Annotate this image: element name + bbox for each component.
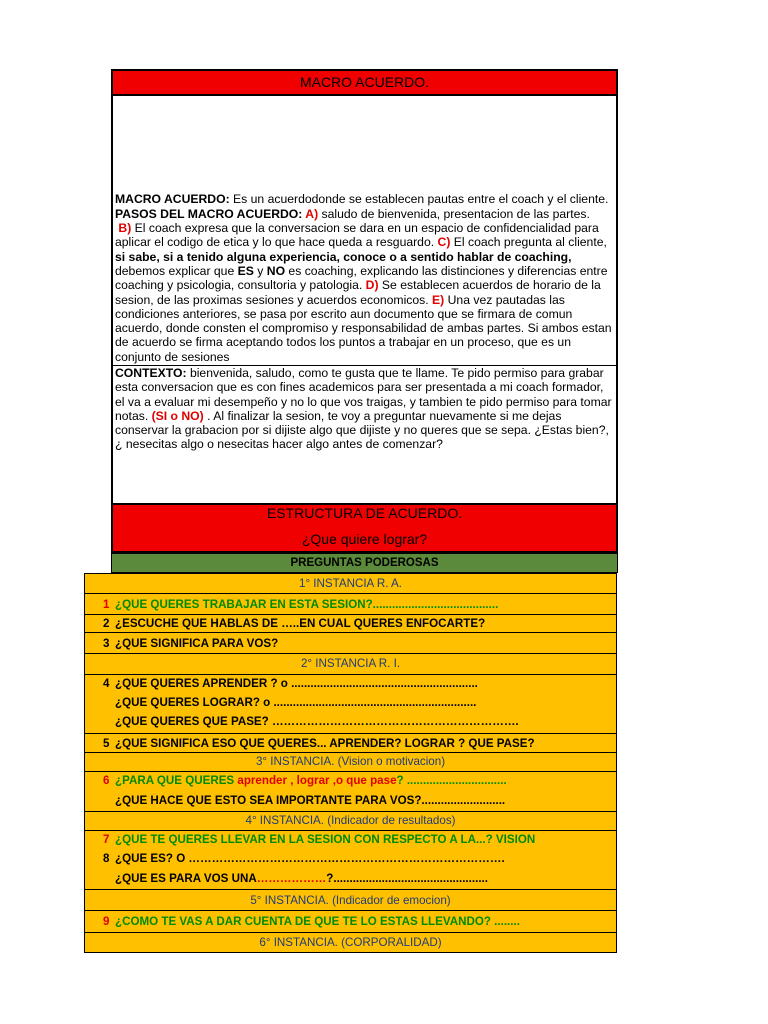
contexto-text xyxy=(111,366,618,505)
estructura-subtitle: ¿Que quiere lograr? xyxy=(301,531,428,547)
instancia-5-header: 5° INSTANCIA. (Indicador de emocion) xyxy=(84,890,617,911)
question-row-6: 6 ¿PARA QUE QUERES aprender , lograr ,o que pase? ............................... ¿QUE HACE QUE ESTO SEA IMPORTANTE PARA VOS?.......................... xyxy=(84,772,617,812)
question-row-5: 5 ¿QUE SIGNIFICA ESO QUE QUERES... APRENDER? LOGRAR ? QUE PASE? xyxy=(84,733,617,753)
macro-acuerdo-text xyxy=(111,96,618,366)
question-row-9: 9 ¿COMO TE VAS A DAR CUENTA DE QUE TE LO ESTAS LLEVANDO? ........ xyxy=(84,911,617,933)
instancia-2-header: 2° INSTANCIA R. I. xyxy=(84,654,617,675)
estructura-header xyxy=(111,505,618,553)
instancia-4-header: 4° INSTANCIA. (Indicador de resultados) xyxy=(84,812,617,831)
macro-acuerdo-paragraph: MACRO ACUERDO: Es un acuerdodonde se establecen pautas entre el coach y el cliente. PASOS DEL MACRO ACUERDO: A) saludo de bienvenida, presentacion de las partes. B) El coach expresa que la conversacion se dara en un espacio de confidencialidad para aplicar el codigo de etica y lo que hace queda a resguardo. C) El coach pregunta al cliente, si sabe, si a tenido alguna experiencia, conoce o a sentido hablar de coaching, debemos explicar que ES y NO es coaching, explicando las distinciones y diferencias entre coaching y psicologia, consultoria y patologia. D) Se establecen acuerdos de horario de la sesion, de las proximas sesiones y acuerdos economicos. E) Una vez pautadas las condiciones anteriores, se pasa por escrito aun documento que se firmara de comun acuerdo, donde consten el compromiso y responsabilidad de ambas partes. Si ambos estan de acuerdo se firma aceptando todos los puntos a trabajar en un proceso, que es un conjunto de sesiones xyxy=(115,192,612,364)
question-row-3: 3 ¿QUE SIGNIFICA PARA VOS? xyxy=(84,633,617,654)
question-row-7: 7 ¿QUE TE QUERES LLEVAR EN LA SESION CON RESPECTO A LA...? VISION 8 ¿QUE ES? O ………………………………………………………………………. ¿QUE ES PARA VOS UNA………………?................................................ xyxy=(84,831,617,890)
question-row-4: 4 ¿QUE QUERES APRENDER ? o .......................................................... ¿QUE QUERES LOGRAR? o ............................................................... ¿QUE QUERES QUE PASE? ………………………………………………………. xyxy=(84,675,617,733)
instancia-1-header: 1° INSTANCIA R. A. xyxy=(84,573,617,594)
preguntas-header: PREGUNTAS PODEROSAS xyxy=(111,553,618,573)
estructura-title: ESTRUCTURA DE ACUERDO. xyxy=(266,505,463,521)
contexto-paragraph: CONTEXTO: bienvenida, saludo, como te gusta que te llame. Te pido permiso para grabar esta conversacion que es con fines academicos para ser presentada a mi coach formador, el va a evaluar mi desempeño y no lo que vos traigas, y tambien te pido permiso para tomar notas. (SI o NO) . Al finalizar la sesion, te voy a preguntar nuevamente si me dejas conservar la grabacion por si dijiste algo que dijiste y no queres que se sepa. ¿Estas bien?, ¿ nesecitas algo o nesecitas hacer algo antes de comenzar? xyxy=(115,366,612,452)
question-row-2: 2 ¿ESCUCHE QUE HABLAS DE …..EN CUAL QUERES ENFOCARTE? xyxy=(84,615,617,633)
macro-acuerdo-title: MACRO ACUERDO. xyxy=(111,69,618,96)
instancia-3-header: 3° INSTANCIA. (Vision o motivacion) xyxy=(84,753,617,772)
question-row-1: 1 ¿QUE QUERES TRABAJAR EN ESTA SESION?....................................... xyxy=(84,594,617,615)
instancia-6-header: 6° INSTANCIA. (CORPORALIDAD) xyxy=(84,933,617,953)
